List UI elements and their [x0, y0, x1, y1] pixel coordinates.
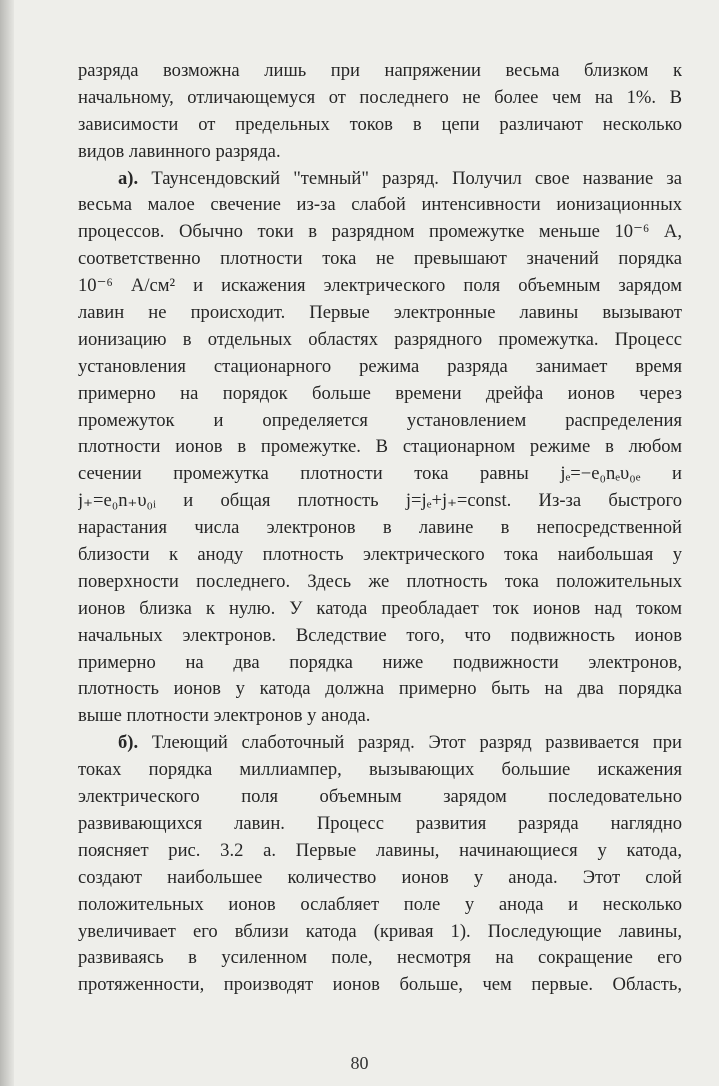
section-b: [78, 730, 682, 999]
section-b-first-line: [78, 730, 682, 757]
text-line: поверхности последнего. Здесь же плотность тока положительных: [78, 570, 682, 592]
text-line: ионизацию в отдельных областях разрядного промежутка. Процесс: [78, 328, 682, 350]
text-line: сечении промежутка плотности тока равны jₑ=−e₀nₑυ₀ₑ и: [78, 463, 682, 485]
text-line: создают наибольшее количество ионов у анода. Этот слой: [78, 866, 682, 888]
section-a-marker: а).: [118, 167, 139, 189]
text-line: видов лавинного разряда.: [78, 140, 281, 162]
text-line: выше плотности электронов у анода.: [78, 705, 371, 727]
text-line: развиваясь в усиленном поле, несмотря на сокращение его: [78, 947, 682, 969]
text-line: близости к аноду плотность электрического тока наибольшая у: [78, 544, 682, 566]
text-line: плотность ионов у катода должна примерно быть на два порядка: [78, 678, 682, 700]
text-line: промежуток и определяется установлением распределения: [78, 409, 682, 431]
page-edge-shadow: [0, 0, 14, 1086]
text-line: увеличивает его вблизи катода (кривая 1). Последующие лавины,: [78, 920, 682, 942]
paragraph-intro: [78, 58, 682, 166]
text-line: начальному, отличающемуся от последнего не более чем на 1%. В: [78, 86, 682, 108]
text-line: протяженности, производят ионов больше, чем первые. Область,: [78, 974, 682, 996]
text-line: Таунсендовский "темный" разряд. Получил свое название за: [151, 167, 682, 189]
text-line: электрического поля объемным зарядом последовательно: [78, 786, 682, 808]
text-line: токах порядка миллиампер, вызывающих большие искажения: [78, 759, 682, 781]
text-line: установления стационарного режима разряда занимает время: [78, 355, 682, 377]
text-line: процессов. Обычно токи в разрядном промежутке меньше 10⁻⁶ А,: [78, 221, 682, 243]
text-line: развивающихся лавин. Процесс развития разряда наглядно: [78, 812, 682, 834]
page-number: 80: [350, 1053, 369, 1073]
text-line: ионов близка к нулю. У катода преобладает ток ионов над током: [78, 597, 682, 619]
section-a-first-line: [78, 166, 682, 193]
text-line: Тлеющий слаботочный разряд. Этот разряд развивается при: [151, 732, 682, 754]
text-line: соответственно плотности тока не превышают значений порядка: [78, 248, 682, 270]
text-line: 10⁻⁶ А/см² и искажения электрического поля объемным зарядом: [78, 275, 682, 297]
text-line: примерно на порядок больше времени дрейфа ионов через: [78, 382, 682, 404]
text-line: начальных электронов. Вследствие того, что подвижность ионов: [78, 624, 682, 646]
text-line: поясняет рис. 3.2 а. Первые лавины, начинающиеся у катода,: [78, 839, 682, 861]
text-line: j₊=e₀n₊υ₀ᵢ и общая плотность j=jₑ+j₊=const. Из-за быстрого: [78, 490, 682, 512]
text-line: примерно на два порядка ниже подвижности электронов,: [78, 651, 682, 673]
text-line: весьма малое свечение из-за слабой интенсивности ионизационных: [78, 194, 682, 216]
document-page: [78, 58, 682, 999]
text-line: нарастания числа электронов в лавине в непосредственной: [78, 517, 682, 539]
text-line: разряда возможна лишь при напряжении весьма близком к: [78, 60, 682, 81]
text-line: положительных ионов ослабляет поле у анода и несколько: [78, 893, 682, 915]
section-a: [78, 166, 682, 731]
text-line: лавин не происходит. Первые электронные лавины вызывают: [78, 302, 682, 324]
text-line: зависимости от предельных токов в цепи различают несколько: [78, 113, 682, 135]
text-line: плотности ионов в промежутке. В стационарном режиме в любом: [78, 436, 682, 458]
section-b-marker: б).: [118, 732, 139, 754]
